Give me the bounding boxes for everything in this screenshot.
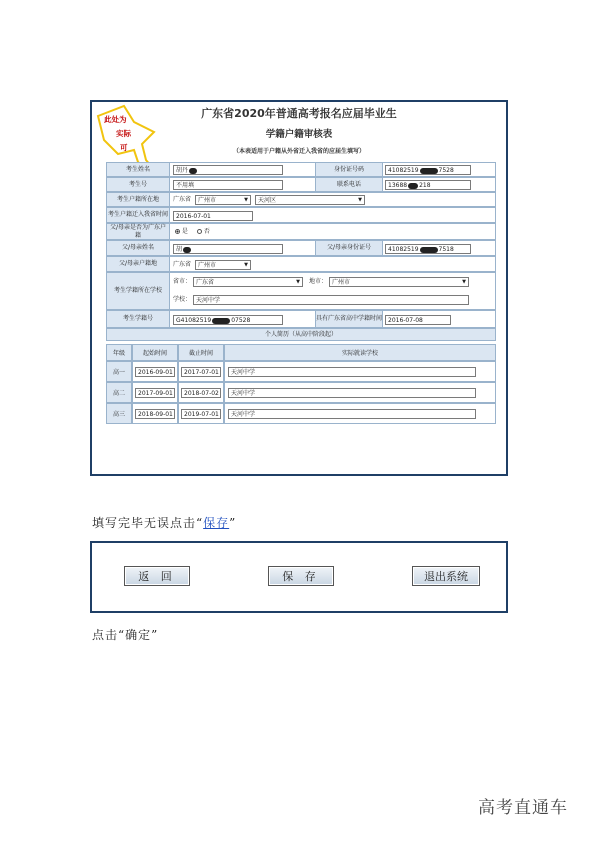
parent-hukou-province: 广东省 xyxy=(173,261,192,268)
button-screenshot xyxy=(90,541,508,613)
exam-no-label: 考生号 xyxy=(107,178,170,191)
chevron-down-icon: ▼ xyxy=(296,279,300,285)
form-row-school xyxy=(106,272,496,310)
radio-no[interactable]: 否 xyxy=(197,227,210,237)
hs-time-input[interactable]: 2016-07-08 xyxy=(385,315,451,325)
resume-grade: 高二 xyxy=(106,382,132,403)
resume-end-input[interactable]: 2019-07-01 xyxy=(181,409,221,419)
id-label: 身份证号码 xyxy=(315,163,383,176)
school-province-select[interactable]: 广东省 ▼ xyxy=(193,277,303,287)
hs-time-label: 具有广东省高中学籍时间 xyxy=(315,311,383,327)
resume-header: 实际就读学校 xyxy=(224,344,496,361)
resume-table xyxy=(106,341,496,437)
hukou-label: 考生户籍所在地 xyxy=(107,193,170,206)
resume-school-input[interactable]: 天河中学 xyxy=(228,388,476,398)
callout-text-2: 实际 xyxy=(116,129,131,138)
form-title: 广东省2020年普通高考报名应届毕业生 xyxy=(201,107,397,120)
save-button[interactable]: 保 存 xyxy=(268,566,334,586)
form-row-hukou xyxy=(106,192,496,207)
parent-gd-label: 父/母亲是否为广东户籍 xyxy=(107,224,170,239)
resume-start-input[interactable]: 2018-09-01 xyxy=(135,409,175,419)
table-row xyxy=(178,361,224,382)
hukou-province: 广东省 xyxy=(173,196,192,203)
exit-button[interactable]: 退出系统 xyxy=(412,566,480,586)
resume-end-input[interactable]: 2017-07-01 xyxy=(181,367,221,377)
resume-section-title: 个人简历（从高中阶段起） xyxy=(106,328,496,341)
form-row-move-time xyxy=(106,207,496,223)
form-row-parent-hukou xyxy=(106,256,496,272)
school-region-select[interactable]: 广州市 ▼ xyxy=(329,277,469,287)
chevron-down-icon: ▼ xyxy=(244,262,248,268)
resume-start-input[interactable]: 2017-09-01 xyxy=(135,388,175,398)
resume-grade: 高一 xyxy=(106,361,132,382)
callout-text-3: 可 xyxy=(120,143,128,152)
name-input[interactable]: 胡丹 xyxy=(173,165,283,175)
school-region-label: 地市： xyxy=(309,278,328,285)
table-row xyxy=(132,382,178,403)
hukou-district-select[interactable]: 天河区 ▼ xyxy=(255,195,365,205)
table-row xyxy=(178,382,224,403)
caption-save: 填写完毕无误点击“保存” xyxy=(92,516,237,530)
radio-yes[interactable]: 是 xyxy=(175,227,188,237)
school-city-label: 省市： xyxy=(173,278,192,285)
resume-header: 起始时间 xyxy=(132,344,178,361)
callout-text-1: 此处为 xyxy=(104,115,127,124)
resume-school-input[interactable]: 天河中学 xyxy=(228,367,476,377)
back-button[interactable]: 返 回 xyxy=(124,566,190,586)
school-loc-label: 考生学籍所在学校 xyxy=(107,273,170,309)
table-row xyxy=(224,403,496,424)
hukou-city-select[interactable]: 广州市 ▼ xyxy=(195,195,251,205)
form-note: （本表适用于户籍从外省迁入我省的应届生填写） xyxy=(232,148,365,155)
callout-annotation xyxy=(96,106,156,156)
chevron-down-icon: ▼ xyxy=(244,197,248,203)
school-label: 学校： xyxy=(173,296,192,303)
table-row xyxy=(132,361,178,382)
chevron-down-icon: ▼ xyxy=(462,279,466,285)
student-no-label: 考生学籍号 xyxy=(107,311,170,327)
phone-label: 联系电话 xyxy=(315,178,383,191)
resume-grade: 高三 xyxy=(106,403,132,424)
resume-school-input[interactable]: 天河中学 xyxy=(228,409,476,419)
exam-no-input[interactable]: 不用填 xyxy=(173,180,283,190)
resume-header: 截止时间 xyxy=(178,344,224,361)
parent-hukou-label: 父/母亲户籍地 xyxy=(107,257,170,271)
table-row xyxy=(224,382,496,403)
move-time-label: 考生户籍迁入我省时间 xyxy=(107,208,170,222)
resume-header: 年级 xyxy=(106,344,132,361)
footer-watermark: 高考直通车 xyxy=(478,798,568,818)
radio-unchecked-icon xyxy=(197,229,202,234)
form-subtitle: 学籍户籍审核表 xyxy=(265,129,333,140)
form-row-parent-name xyxy=(106,240,496,256)
school-input[interactable]: 天河中学 xyxy=(193,295,469,305)
form-row-parent-gd xyxy=(106,223,496,240)
form-row-exam-no xyxy=(106,177,496,192)
table-row xyxy=(132,403,178,424)
parent-name-input[interactable]: 胡 xyxy=(173,244,283,254)
table-row xyxy=(224,361,496,382)
form-screenshot xyxy=(90,100,508,476)
move-time-input[interactable]: 2016-07-01 xyxy=(173,211,253,221)
parent-id-label: 父/母亲身份证号 xyxy=(315,241,383,255)
name-label: 考生姓名 xyxy=(107,163,170,176)
chevron-down-icon: ▼ xyxy=(358,197,362,203)
caption-confirm: 点击“确定” xyxy=(92,628,159,642)
radio-checked-icon xyxy=(175,229,180,234)
resume-start-input[interactable]: 2016-09-01 xyxy=(135,367,175,377)
form-row-student-no xyxy=(106,310,496,328)
student-no-input[interactable]: G41082519 07528 xyxy=(173,315,283,325)
parent-id-input[interactable]: 41082519 7518 xyxy=(385,244,471,254)
phone-input[interactable]: 13688 218 xyxy=(385,180,471,190)
form-row-name xyxy=(106,162,496,177)
table-row xyxy=(178,403,224,424)
parent-hukou-city-select[interactable]: 广州市 ▼ xyxy=(195,260,251,270)
resume-end-input[interactable]: 2018-07-02 xyxy=(181,388,221,398)
save-link[interactable]: 保存 xyxy=(203,516,230,530)
id-input[interactable]: 41082519 7528 xyxy=(385,165,471,175)
parent-name-label: 父/母亲姓名 xyxy=(107,241,170,255)
